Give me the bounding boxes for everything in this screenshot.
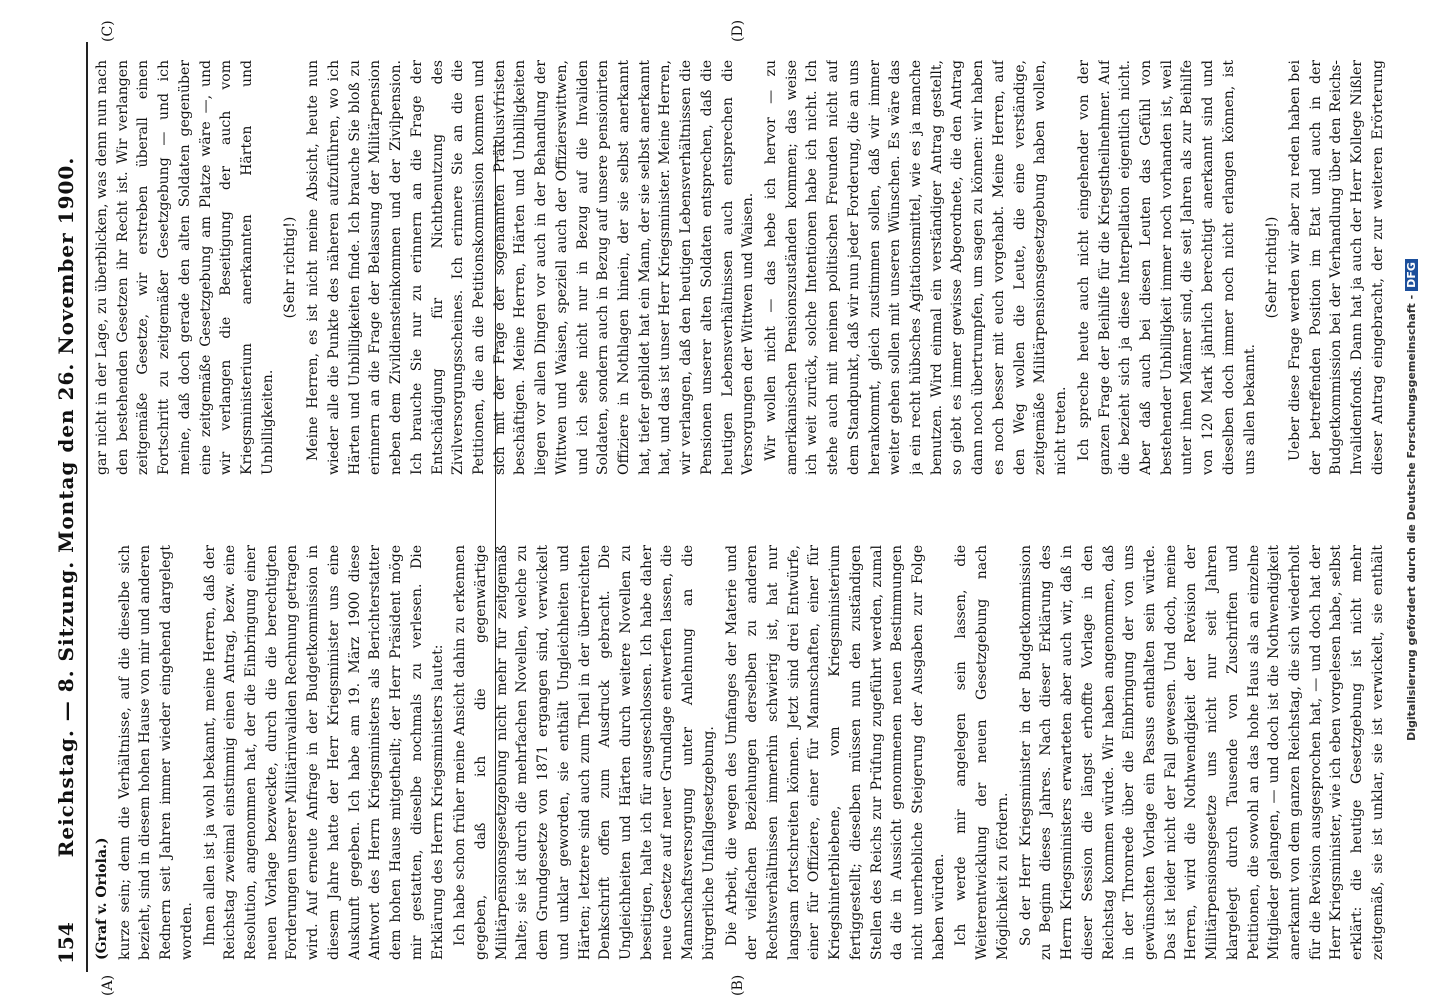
paragraph: Die Arbeit, die wegen des Umfanges der Materie und der vielfachen Beziehungen derselben zu anderen Rechtsverhältnissen immerhin schwierig ist, hat nur langsam fortschreiten können. Jetzt sind drei Entwürfe, einer für Offiziere, einer für Mannschaften, einer für Kriegshinterbliebene, vom Kriegsministerium fertiggestellt; dieselben müssen nun den zuständigen Stellen des Reichs zur Prüfung zugeführt werden, zumal da die in Aussicht genommenen neuen Bestimmungen nicht unerhebliche Steigerung der Ausgaben zur Folge haben würden.	[723, 545, 947, 960]
paragraph: Ich habe schon früher meine Ansicht dahin zu erkennen gegeben, daß ich die gegenwärtige Militärpensionsgesetzgebung nicht mehr für zeitgemäß halte; sie ist durch die mehrfachen Novellen, welche zu dem Grundgesetze von 1871 ergangen sind, verwickelt und unklar geworden, sie enthält Ungleichheiten und Härten; letztere sind auch zum Theil in der überreichten Denkschrift offen zum Ausdruck gebracht. Die Ungleichheiten und Härten durch weitere Novellen zu beseitigen, halte ich für ausgeschlossen. Ich habe daher neue Gesetze auf neuer Grundlage entwerfen lassen, die Mannschaftsversorgung unter Anlehnung an die bürgerliche Unfallgesetzgebung.	[452, 545, 717, 960]
page-number: 154	[54, 922, 78, 964]
credit-text: Digitalisierung gefördert durch die Deutsche Forschungsgemeinschaft -	[1405, 294, 1418, 741]
speaker-line: (Graf v. Oriola.)	[94, 837, 110, 960]
paragraph: Ihnen allen ist ja wohl bekannt, meine Herren, daß der Reichstag zweimal einstimmig einen Antrag, bezw. eine Resolution, angenommen hat, der die Einbringung einer neuen Vorlage bezweckte, durch die die berechtigten Forderungen unserer Militärinvaliden Rechnung getragen wird. Auf erneute Anfrage in der Budgetkommission in diesem Jahre hatte der Herr Kriegsminister uns eine Auskunft gegeben. Ich habe am 19. März 1900 diese Antwort des Herrn Kriegsministers als Berichterstatter dem hohen Hause mitgetheilt; der Herr Präsident möge mir gestatten, dieselbe nochmals zu verlesen. Die Erklärung des Herrn Kriegsministers lautet:	[201, 545, 446, 960]
margin-marker-a: (A)	[100, 974, 116, 996]
digitization-credit	[1405, 0, 1418, 1000]
right-column	[92, 60, 1392, 475]
header-rule	[86, 42, 88, 972]
dfg-logo: DFG	[1405, 259, 1418, 291]
paragraph: kurze sein; denn die Verhältnisse, auf die dieselbe sich bezieht, sind in diesem hohen Hause von mir und anderen Rednern seit Jahren immer wieder eingehend dargelegt worden.	[116, 545, 195, 960]
margin-marker-c: (C)	[100, 20, 116, 42]
paragraph: Meine Herren, es ist nicht meine Absicht, heute nun wieder alle die Punkte des näheren aufzuführen, wo ich Härten und Unbilligkeiten finde. Ich brauche Sie bloß zu erinnern an die Frage der Belassung der Militärpension neben dem Zivildiensteinkommen und der Zivilpension. Ich brauche Sie nur zu erinnern an die Frage der Entschädigung für Nichtbenutzung des Zivilversorgungsscheines. Ich erinnere Sie an die die Petitionen, die an die Petitionskommission kommen und sich mit der Frage der sogenannten Präklusivfristen beschäftigen. Meine Herren, Härten und Unbilligkeiten liegen vor allen Dingen vor auch in der Behandlung der Wittwen und Waisen, speziell auch der Offizierswittwen, und ich sehe nicht nur in Bezug auf die Invaliden Soldaten, sondern auch in Bezug auf unsere pensionirten Offiziere in Nothlagen hinein, der sie selbst anerkannt hat, tiefer gebildet hat ein Mann, der sie selbst anerkannt hat, und das ist unser Herr Kriegsminister. Meine Herren, wir verlangen, daß den heutigen Lebensverhältnissen die Pensionen unserer alten Soldaten entsprechen, daß die heutigen Lebensverhältnissen auch entsprechen die Versorgungen der Wittwen und Waisen.	[305, 60, 757, 475]
paragraph: So der Herr Kriegsminister in der Budgetkommission zu Beginn dieses Jahres. Nach dieser Erklärung des Herrn Kriegsministers erwarteten aber auch wir, daß in dieser Session die längst erhoffte Vorlage in den Reichstag kommen würde. Wir haben angenommen, daß in der Thronrede über die Einbringung der von uns gewünschten Vorlage ein Passus enthalten sein würde. Das ist leider nicht der Fall gewesen. Und doch, meine Herren, wird die Nothwendigkeit der Revision der Militärpensionsgesetze uns nicht nur seit Jahren klargelegt durch Tausende von Zuschriften und Petitionen, die sowohl an das hohe Haus als an einzelne Mitglieder gelangen, — und doch ist die Nothwendigkeit anerkannt von dem ganzen Reichstag, die sich wiederholt für die Revision ausgesprochen hat, — und doch hat der Herr Kriegsminister, wie ich eben vorgelesen habe, selbst erklärt: die heutige Gesetzgebung ist nicht mehr zeitgemäß, sie ist unklar, sie ist verwickelt, sie enthält	[1017, 545, 1386, 960]
left-column	[92, 545, 1392, 960]
paragraph: gar nicht in der Lage, zu überblicken, was denn nun nach den bestehenden Gesetzen ihr Recht ist. Wir verlangen zeitgemäße Gesetze, wir erstreben überall einen Fortschritt zu zeitgemäßer Gesetzgebung — und ich meine, daß doch gerade den alten Soldaten gegenüber eine zeitgemäße Gesetzgebung am Platze wäre —, und wir verlangen die Beseitigung der auch vom Kriegsministerium anerkannten Härten und Unbilligkeiten.	[94, 60, 276, 475]
applause-note: (Sehr richtig!)	[282, 216, 299, 319]
paragraph: Ueber diese Frage werden wir aber zu reden haben bei der betreffenden Position im Etat und auch in der Budgetkommission bei der Verhandlung über den Reichs-Invalidenfonds. Dann hat ja auch der Herr Kollege Nißler dieser Antrag eingebracht, der zur weiteren Erörterung	[1286, 60, 1386, 475]
margin-marker-b: (B)	[730, 974, 746, 996]
page-title: Reichstag. — 8. Sitzung. Montag den 26. November 1900.	[54, 156, 78, 858]
margin-marker-d: (D)	[730, 19, 746, 42]
page-header	[52, 42, 82, 972]
paragraph: Wir wollen nicht — das hebe ich hervor — zu amerikanischen Pensionszuständen kommen; das weise ich weit zurück, solche Intentionen habe ich nicht. Ich stehe auch mit meinen politischen Freunden nicht auf dem Standpunkt, daß wir nun jeder Forderung, die an uns herankommt, gleich zustimmen sollen, daß wir immer weiter gehen sollen mit unseren Wünschen. Es wäre das ja ein recht hübsches Agitationsmittel, wie es ja manche benutzen. Wird einmal ein verständiger Antrag gestellt, so giebt es immer gewisse Abgeordnete, die den Antrag dann noch übertrumpfen, um sagen zu können: wir haben es noch besser mit euch vorgehabt. Meine Herren, auf den Weg wollen die Leute, die eine verständige, zeitgemäße Militärpensionsgesetzgebung haben wollen, nicht treten.	[763, 60, 1070, 475]
paragraph: Ich werde mir angelegen sein lassen, die Weiterentwicklung der neuen Gesetzgebung nach Möglichkeit zu fördern.	[953, 545, 1011, 960]
applause-note: (Sehr richtig!)	[1264, 216, 1281, 319]
paragraph: Ich spreche heute auch nicht eingehender von der ganzen Frage der Beihilfe für die Kriegstheilnehmer. Auf die bezieht sich ja diese Interpellation eigentlich nicht. Aber daß auch bei diesen Leuten das Gefühl von bestehender Unbilligkeit immer noch vorhanden ist, weil unter ihnen Männer sind, die seit Jahren als zur Beihilfe von 120 Mark jährlich berechtigt anerkannt sind und dieselben doch immer noch nicht erlangen können, ist uns allen bekannt.	[1075, 60, 1258, 475]
